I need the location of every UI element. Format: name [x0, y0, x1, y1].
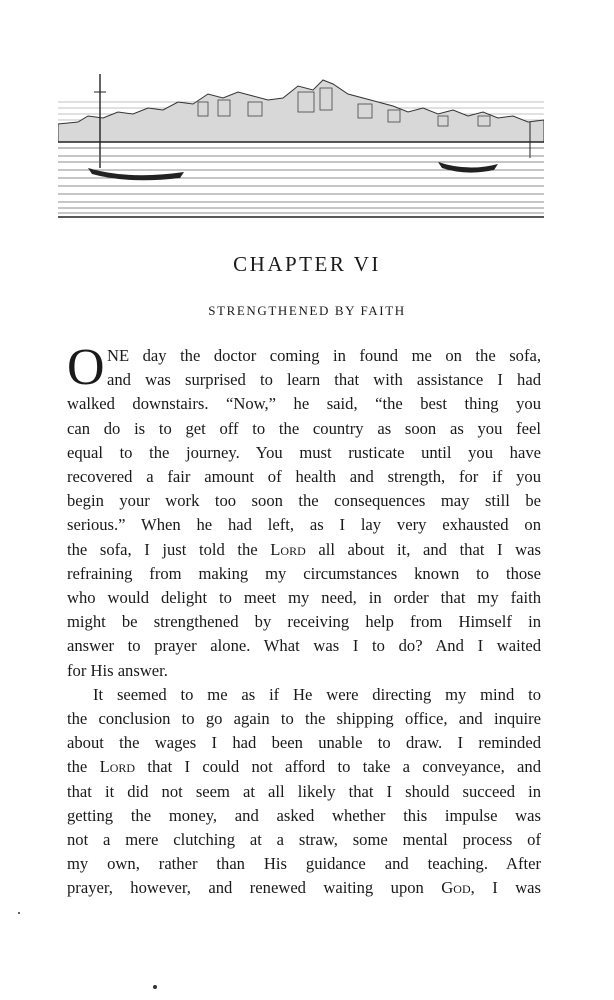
small-caps-word: Lord — [270, 539, 306, 559]
drop-cap: O — [67, 339, 105, 396]
text-line: the conclusion to go again to the shipping office, and inquire — [67, 709, 541, 729]
text-line: who would delight to meet my need, in order that my faith — [67, 588, 541, 608]
text-line: not a mere clutching at a straw, some mental process of — [67, 830, 541, 850]
small-caps-word: Lord — [99, 757, 136, 777]
text-fragment: the sofa, I just told the — [67, 539, 271, 559]
text-fragment: the — [67, 757, 100, 777]
text-fragment: , I was — [470, 878, 542, 898]
page-speck — [153, 985, 157, 989]
text-line: about the wages I had been unable to draw. I reminded — [67, 733, 541, 753]
text-line: for His answer. — [67, 660, 168, 680]
harbour-scene-illustration — [58, 72, 544, 218]
text-line: that it did not seem at all likely that I should succeed in — [67, 781, 541, 801]
chapter-subtitle: STRENGTHENED BY FAITH — [208, 303, 406, 318]
page-speck — [18, 912, 20, 914]
small-caps-word: God — [441, 878, 471, 898]
text-line: serious.” When he had left, as I lay very exhausted on — [67, 515, 541, 535]
text-line: walked downstairs. “Now,” he said, “the best thing you — [67, 394, 541, 414]
text-line: my own, rather than His guidance and teaching. After — [67, 854, 541, 874]
text-line: getting the money, and asked whether this impulse was — [67, 805, 541, 825]
chapter-title: CHAPTER VI — [233, 252, 381, 276]
text-line — [67, 538, 541, 562]
text-line: begin your work too soon the consequences may still be — [67, 491, 541, 511]
text-line: equal to the journey. You must rusticate until you have — [67, 442, 541, 462]
text-line: can do is to get off to the country as soon as you feel — [67, 418, 541, 438]
text-line: recovered a fair amount of health and strength, for if you — [67, 467, 541, 487]
text-fragment: prayer, however, and renewed waiting upon — [67, 878, 442, 898]
text-line: It seemed to me as if He were directing my mind to — [93, 684, 541, 704]
body-text — [67, 339, 542, 901]
text-fragment: that I could not afford to take a conveyance, and — [135, 757, 542, 777]
text-line: answer to prayer alone. What was I to do? And I waited — [67, 636, 541, 656]
text-line: might be strengthened by receiving help from Himself in — [67, 612, 541, 632]
text-line — [67, 755, 541, 779]
text-fragment: all about it, and that I was — [305, 539, 541, 559]
text-line: refraining from making my circumstances known to those — [67, 563, 541, 583]
text-line — [67, 876, 541, 900]
text-line: and was surprised to learn that with assistance I had — [107, 370, 541, 390]
text-line: NE day the doctor coming in found me on the sofa, — [107, 346, 541, 365]
